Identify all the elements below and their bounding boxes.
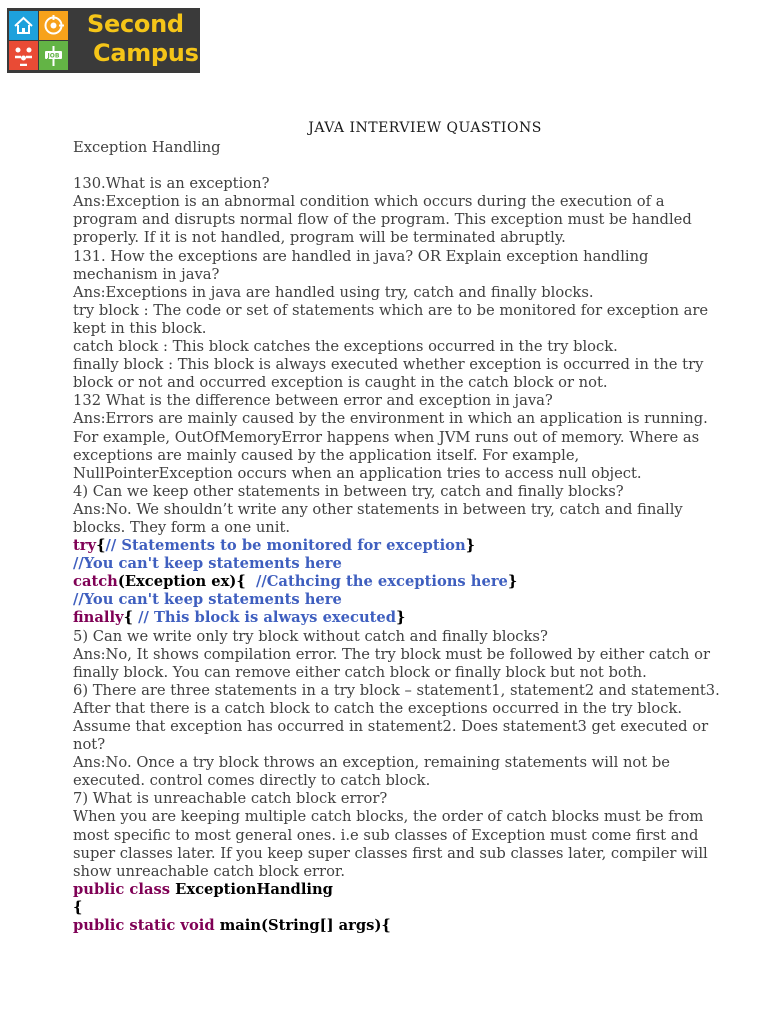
text-line: 132 What is the difference between error and exception in java? <box>73 392 553 410</box>
code-text: (Exception ex){ <box>117 573 257 591</box>
text-line: blocks. They form a one unit. <box>73 518 291 536</box>
text-line: 7) What is unreachable catch block error? <box>73 790 388 808</box>
code-text: { <box>96 537 106 555</box>
logo-wordmark <box>87 10 199 68</box>
keyword: finally <box>73 609 124 627</box>
code-comment: // Statements to be monitored for exception <box>105 537 466 555</box>
text-line: After that there is a catch block to catch the exceptions occurred in the try block. <box>73 699 683 717</box>
text-line: executed. control comes directly to catch block. <box>73 772 431 790</box>
code-text: { <box>73 898 83 916</box>
code-line-finally <box>73 609 753 627</box>
text-line: 131. How the exceptions are handled in java? OR Explain exception handling <box>73 247 649 265</box>
code-comment: //Cathcing the exceptions here <box>256 573 508 591</box>
text-line: most specific to most general ones. i.e sub classes of Exception must come first and <box>73 826 699 844</box>
keyword: public class <box>73 880 171 898</box>
text-line: Ans:No. Once a try block throws an exception, remaining statements will not be <box>73 754 670 772</box>
code-line-class <box>73 881 753 899</box>
code-text: main(String[] args){ <box>214 917 391 935</box>
text-line: properly. If it is not handled, program will be terminated abruptly. <box>73 229 566 247</box>
code-line-catch <box>73 573 753 591</box>
text-line: not? <box>73 736 106 754</box>
code-line-brace <box>73 899 753 917</box>
text-line: kept in this block. <box>73 319 207 337</box>
keyword: public static void <box>73 917 215 935</box>
people-icon <box>9 41 38 70</box>
code-line-comment <box>73 555 753 573</box>
text-line: For example, OutOfMemoryError happens when JVM runs out of memory. Where as <box>73 428 700 446</box>
code-text: { <box>123 609 139 627</box>
document-body <box>73 139 753 935</box>
text-line: Ans:Exception is an abnormal condition which occurs during the execution of a <box>73 193 665 211</box>
code-comment: //You can't keep statements here <box>73 591 342 609</box>
text-line: Ans:No. We shouldn’t write any other statements in between try, catch and finally <box>73 500 683 518</box>
code-text: } <box>465 537 476 555</box>
section-heading: Exception Handling <box>73 139 221 156</box>
text-line: Assume that exception has occurred in statement2. Does statement3 get executed or <box>73 718 709 735</box>
logo-line-1: Second <box>87 10 184 38</box>
text-line: 6) There are three statements in a try block – statement1, statement2 and statement3. <box>73 681 720 699</box>
text-line: Ans:Exceptions in java are handled using try, catch and finally blocks. <box>73 283 594 301</box>
document-title: JAVA INTERVIEW QUASTIONS <box>308 120 542 136</box>
code-text: } <box>507 573 518 591</box>
code-comment: //You can't keep statements here <box>73 555 342 573</box>
code-line-comment <box>73 591 753 609</box>
keyword: try <box>73 537 97 555</box>
text-line: mechanism in java? <box>73 265 220 283</box>
text-line: 4) Can we keep other statements in between try, catch and finally blocks? <box>73 482 624 500</box>
text-line: When you are keeping multiple catch blocks, the order of catch blocks must be from <box>73 808 704 826</box>
text-line: finally block. You can remove either catch block or finally block but not both. <box>73 663 647 681</box>
keyword: catch <box>73 573 118 591</box>
logo-line-2: Campus <box>93 39 199 67</box>
text-line: 130.What is an exception? <box>73 175 270 193</box>
home-icon <box>9 11 38 40</box>
second-campus-logo <box>7 8 200 73</box>
text-line: catch block : This block catches the exceptions occurred in the try block. <box>73 338 618 356</box>
code-comment: // This block is always executed <box>138 609 397 627</box>
code-line-try <box>73 537 753 555</box>
text-line: NullPointerException occurs when an application tries to access null object. <box>73 464 642 482</box>
text-line: Ans:No, It shows compilation error. The try block must be followed by either catch or <box>73 645 710 663</box>
code-text: } <box>396 609 406 627</box>
target-icon <box>39 11 68 40</box>
text-line: finally block : This block is always executed whether exception is occurred in the try <box>73 356 704 374</box>
text-line: try block : The code or set of statements which are to be monitored for exception are <box>73 301 709 319</box>
text-line: show unreachable catch block error. <box>73 862 345 880</box>
code-line-main <box>73 917 753 935</box>
blank-line <box>73 157 753 175</box>
code-text: ExceptionHandling <box>170 880 333 898</box>
text-line: Ans:Errors are mainly caused by the environment in which an application is running. <box>73 410 708 428</box>
svg-text:JOB: JOB <box>47 52 60 60</box>
job-sign-icon <box>39 41 68 70</box>
text-line: program and disrupts normal flow of the program. This exception must be handled <box>73 211 692 229</box>
text-line: 5) Can we write only try block without catch and finally blocks? <box>73 627 548 645</box>
text-line: block or not and occurred exception is caught in the catch block or not. <box>73 374 608 392</box>
text-line: exceptions are mainly caused by the application itself. For example, <box>73 446 580 464</box>
text-line: super classes later. If you keep super classes first and sub classes later, compiler will <box>73 844 708 862</box>
